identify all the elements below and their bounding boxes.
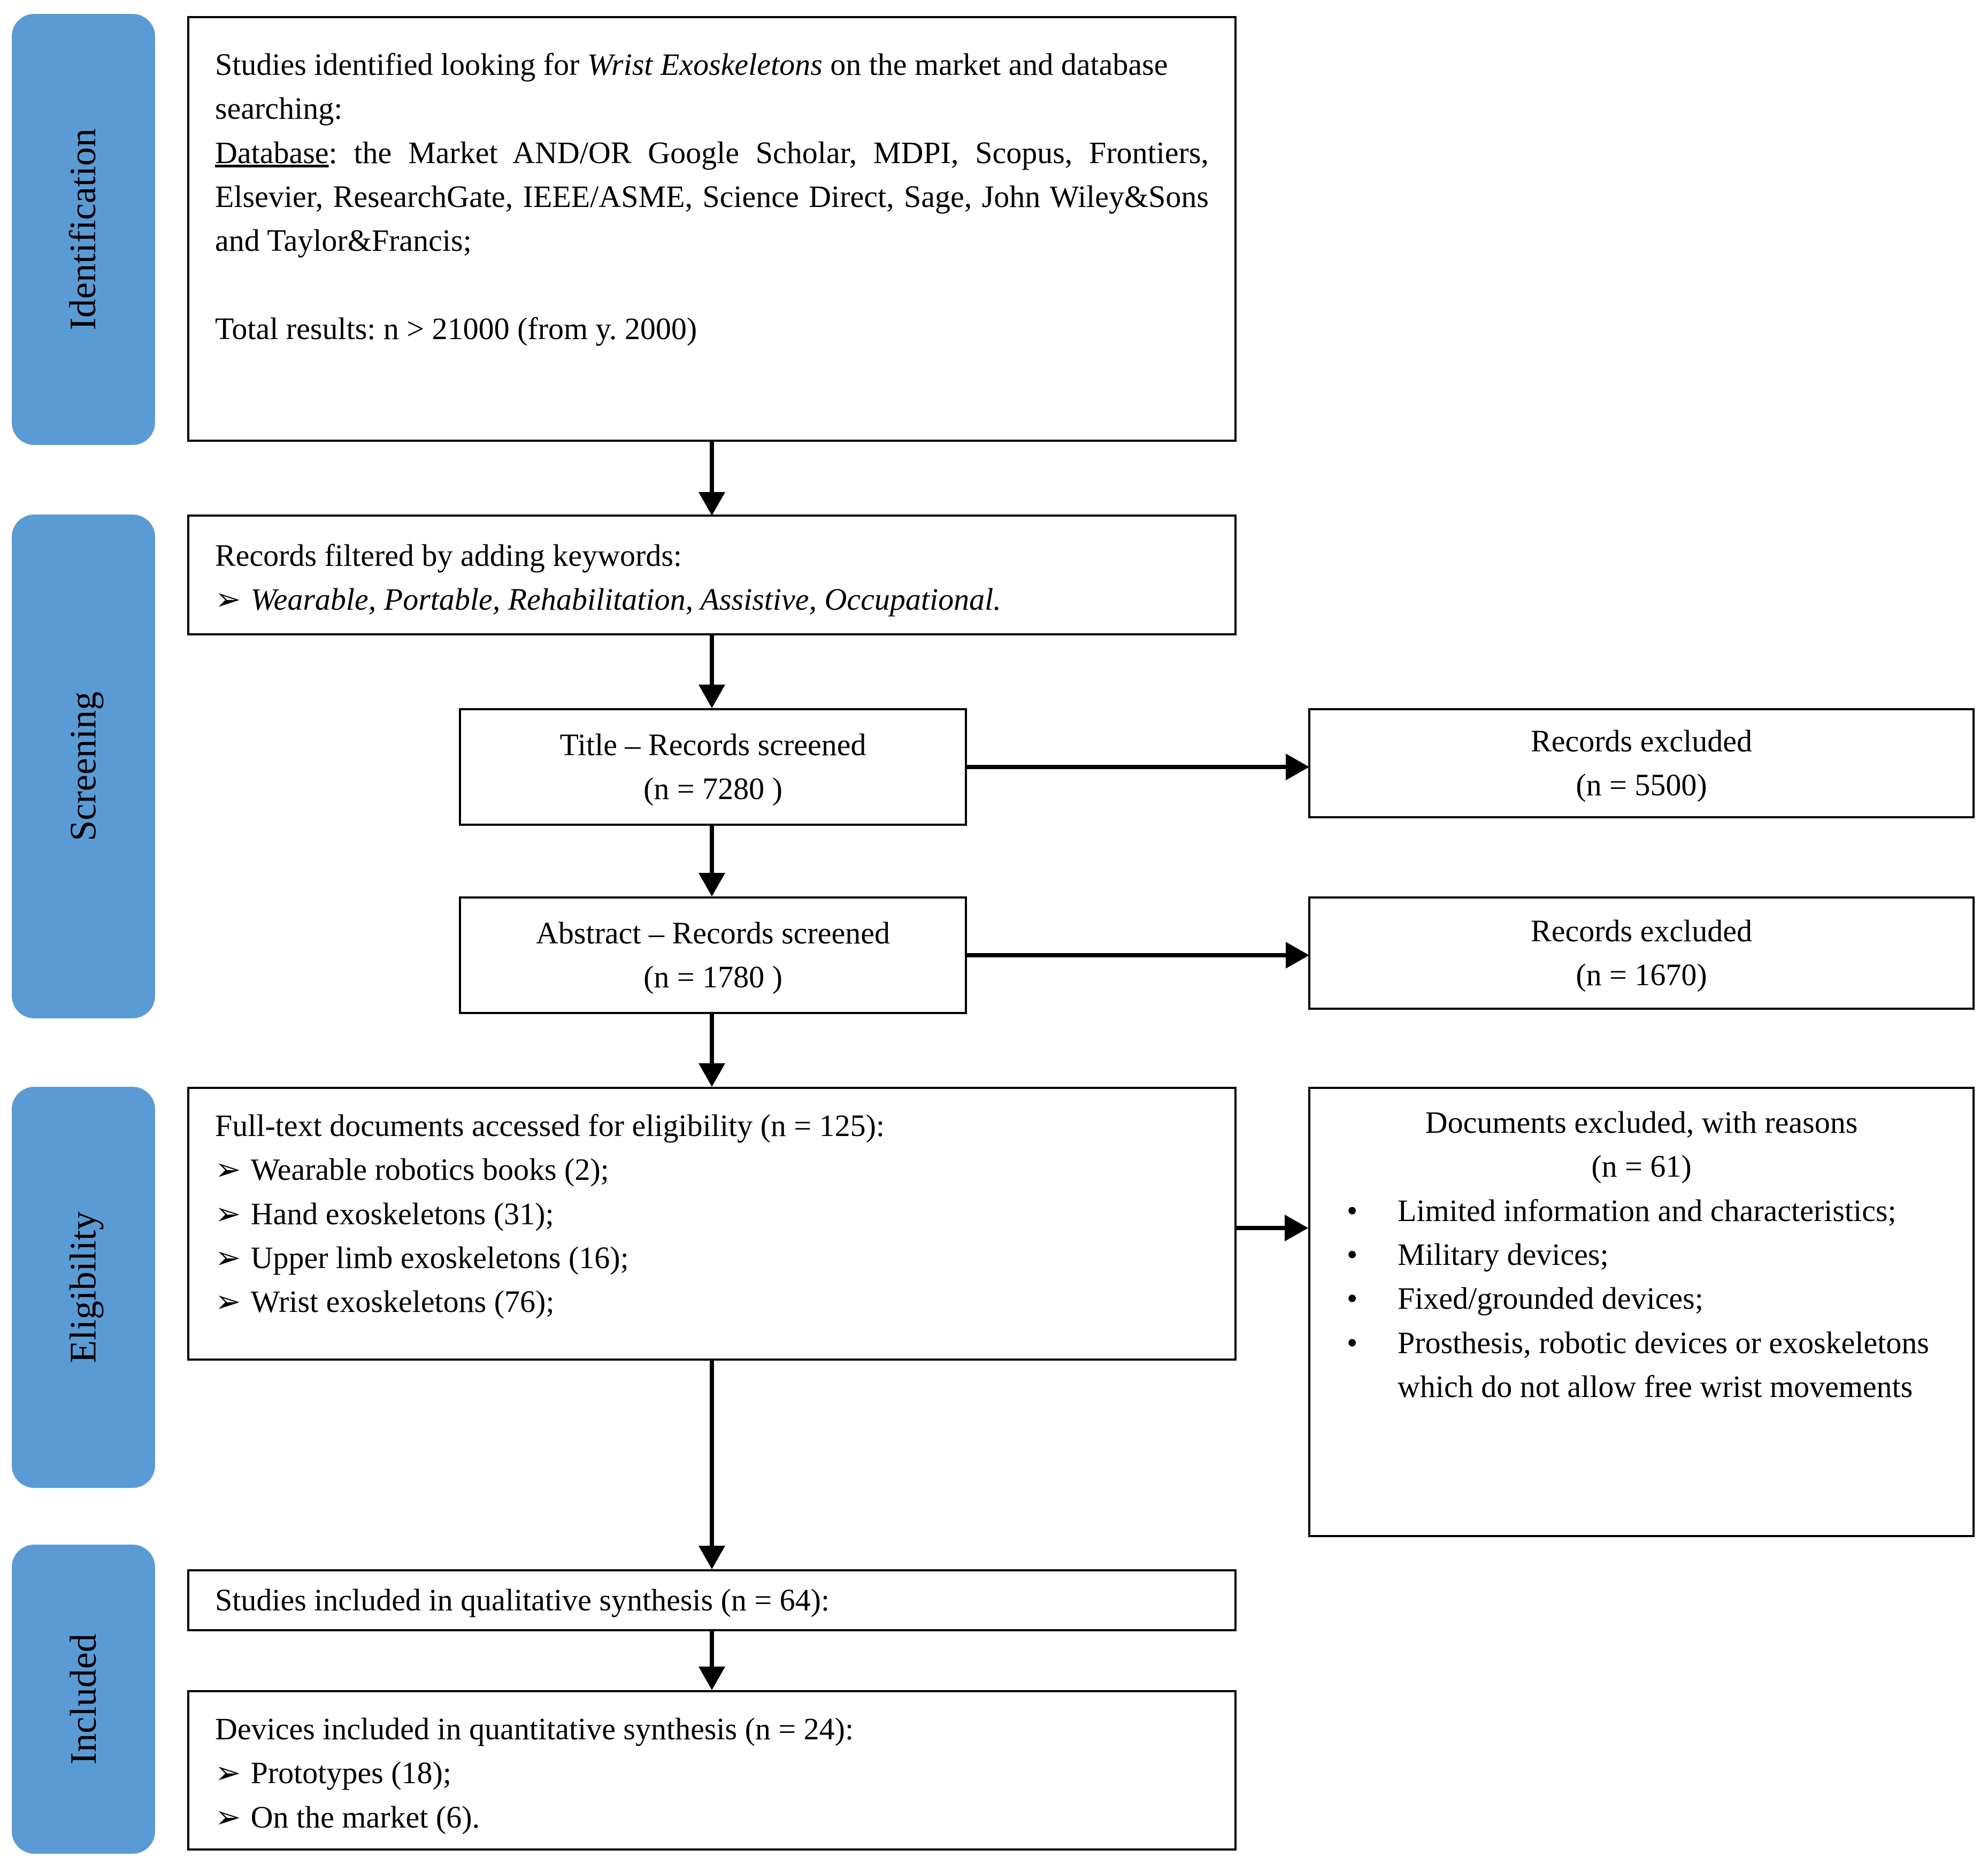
excluded-reason-text: Limited information and characteristics;	[1398, 1193, 1897, 1228]
excluded-reasons-title: Documents excluded, with reasons	[1425, 1105, 1858, 1140]
abstract-records-screened-box	[459, 896, 967, 1014]
keywords-filter-box	[187, 515, 1237, 635]
fulltext-title: Full-text documents accessed for eligibility (n = 125):	[215, 1108, 885, 1143]
title-screened-count: (n = 7280 )	[643, 771, 782, 806]
arrow-bullet-marker: ➢	[215, 582, 241, 617]
quantitative-item-text: Prototypes (18);	[250, 1755, 451, 1791]
stage-label-screening	[12, 515, 155, 1018]
title-records-screened-box	[459, 708, 967, 826]
excluded-abstract-line1: Records excluded	[1531, 913, 1752, 948]
stage-label-text: Screening	[63, 692, 104, 841]
arrow-keywords-to-title-screened	[710, 635, 714, 686]
database-word-underlined: Database	[215, 135, 329, 170]
title-screened-line1: Title – Records screened	[559, 727, 866, 762]
dot-bullet-marker: •	[1347, 1281, 1358, 1316]
dot-bullet-marker: •	[1347, 1237, 1358, 1272]
excluded-reason-item	[1332, 1277, 1951, 1321]
intro-text-2: on the market and database searching:	[215, 47, 1168, 126]
abstract-screened-line1: Abstract – Records screened	[536, 915, 890, 950]
fulltext-item	[215, 1280, 1209, 1324]
arrow-bullet-marker: ➢	[215, 1799, 241, 1835]
database-sources: : the Market AND/OR Google Scholar, MDPI, Scopus, Frontiers, Elsevier, ResearchGate, IEEE/ASME, Science Direct, Sage, John Wiley&Sons and Taylor&Francis;	[215, 135, 1209, 258]
abstract-screened-count: (n = 1780 )	[643, 960, 782, 994]
fulltext-item	[215, 1236, 1209, 1280]
fulltext-eligibility-box	[187, 1087, 1237, 1361]
quantitative-synthesis-box	[187, 1690, 1237, 1851]
arrow-bullet-marker: ➢	[215, 1755, 241, 1791]
quantitative-item	[215, 1751, 1209, 1795]
quantitative-item	[215, 1795, 1209, 1839]
excluded-abstract-count: (n = 1670)	[1576, 957, 1707, 992]
stage-label-eligibility	[12, 1087, 155, 1488]
intro-text-1: Studies identified looking for	[215, 47, 587, 82]
arrow-abstract-to-fulltext	[710, 1014, 714, 1064]
stage-label-text: Included	[63, 1633, 104, 1765]
keywords-title: Records filtered by adding keywords:	[215, 538, 682, 573]
arrow-bullet-marker: ➢	[215, 1152, 241, 1187]
excluded-reason-item	[1332, 1189, 1951, 1233]
quantitative-item-text: On the market (6).	[250, 1799, 480, 1835]
arrow-bullet-marker: ➢	[215, 1196, 241, 1231]
dot-bullet-marker: •	[1347, 1325, 1358, 1360]
arrow-title-to-abstract-screened	[710, 826, 714, 874]
excluded-reason-item	[1332, 1233, 1951, 1277]
wrist-exoskeletons-italic: Wrist Exoskeletons	[587, 47, 823, 82]
excluded-reason-text: Prosthesis, robotic devices or exoskeletons which do not allow free wrist movements	[1398, 1325, 1929, 1404]
fulltext-item	[215, 1148, 1209, 1192]
stage-label-identification	[12, 14, 155, 445]
excluded-reasons-count: (n = 61)	[1591, 1149, 1692, 1184]
identification-intro	[215, 43, 1209, 131]
qualitative-synthesis-box	[187, 1569, 1237, 1631]
excluded-title-line1: Records excluded	[1531, 723, 1752, 758]
fulltext-item-text: Hand exoskeletons (31);	[250, 1196, 554, 1231]
fulltext-item-text: Wrist exoskeletons (76);	[250, 1284, 555, 1319]
arrow-qualitative-to-quantitative	[710, 1631, 714, 1668]
records-excluded-title-box	[1308, 708, 1975, 818]
quantitative-title: Devices included in quantitative synthesis (n = 24):	[215, 1711, 854, 1746]
documents-excluded-reasons-box	[1308, 1087, 1975, 1537]
arrow-fulltext-to-qualitative	[710, 1361, 714, 1547]
excluded-reason-item	[1332, 1321, 1951, 1409]
identification-records-box	[187, 16, 1237, 442]
excluded-reason-text: Fixed/grounded devices;	[1398, 1281, 1703, 1316]
stage-label-included	[12, 1545, 155, 1854]
dot-bullet-marker: •	[1347, 1193, 1358, 1228]
records-excluded-abstract-box	[1308, 896, 1975, 1010]
arrow-identification-to-keywords	[710, 442, 714, 493]
total-results: Total results: n > 21000 (from y. 2000)	[215, 311, 697, 346]
keywords-italic: Wearable, Portable, Rehabilitation, Assistive, Occupational.	[250, 582, 1001, 617]
arrow-abstract-screened-to-excluded	[967, 953, 1287, 957]
fulltext-item-text: Wearable robotics books (2);	[250, 1152, 609, 1187]
database-list	[215, 131, 1209, 263]
arrow-bullet-marker: ➢	[215, 1284, 241, 1319]
fulltext-item-text: Upper limb exoskeletons (16);	[250, 1240, 629, 1276]
keywords-list	[215, 578, 1209, 621]
excluded-reason-text: Military devices;	[1398, 1237, 1609, 1272]
qualitative-title: Studies included in qualitative synthesis (n = 64):	[215, 1582, 830, 1617]
stage-label-text: Eligibility	[63, 1211, 104, 1363]
arrow-fulltext-to-excluded	[1237, 1226, 1286, 1230]
fulltext-item	[215, 1192, 1209, 1236]
arrow-title-screened-to-excluded	[967, 765, 1287, 769]
excluded-title-count: (n = 5500)	[1576, 768, 1707, 802]
arrow-bullet-marker: ➢	[215, 1240, 241, 1276]
stage-label-text: Identification	[63, 128, 104, 331]
